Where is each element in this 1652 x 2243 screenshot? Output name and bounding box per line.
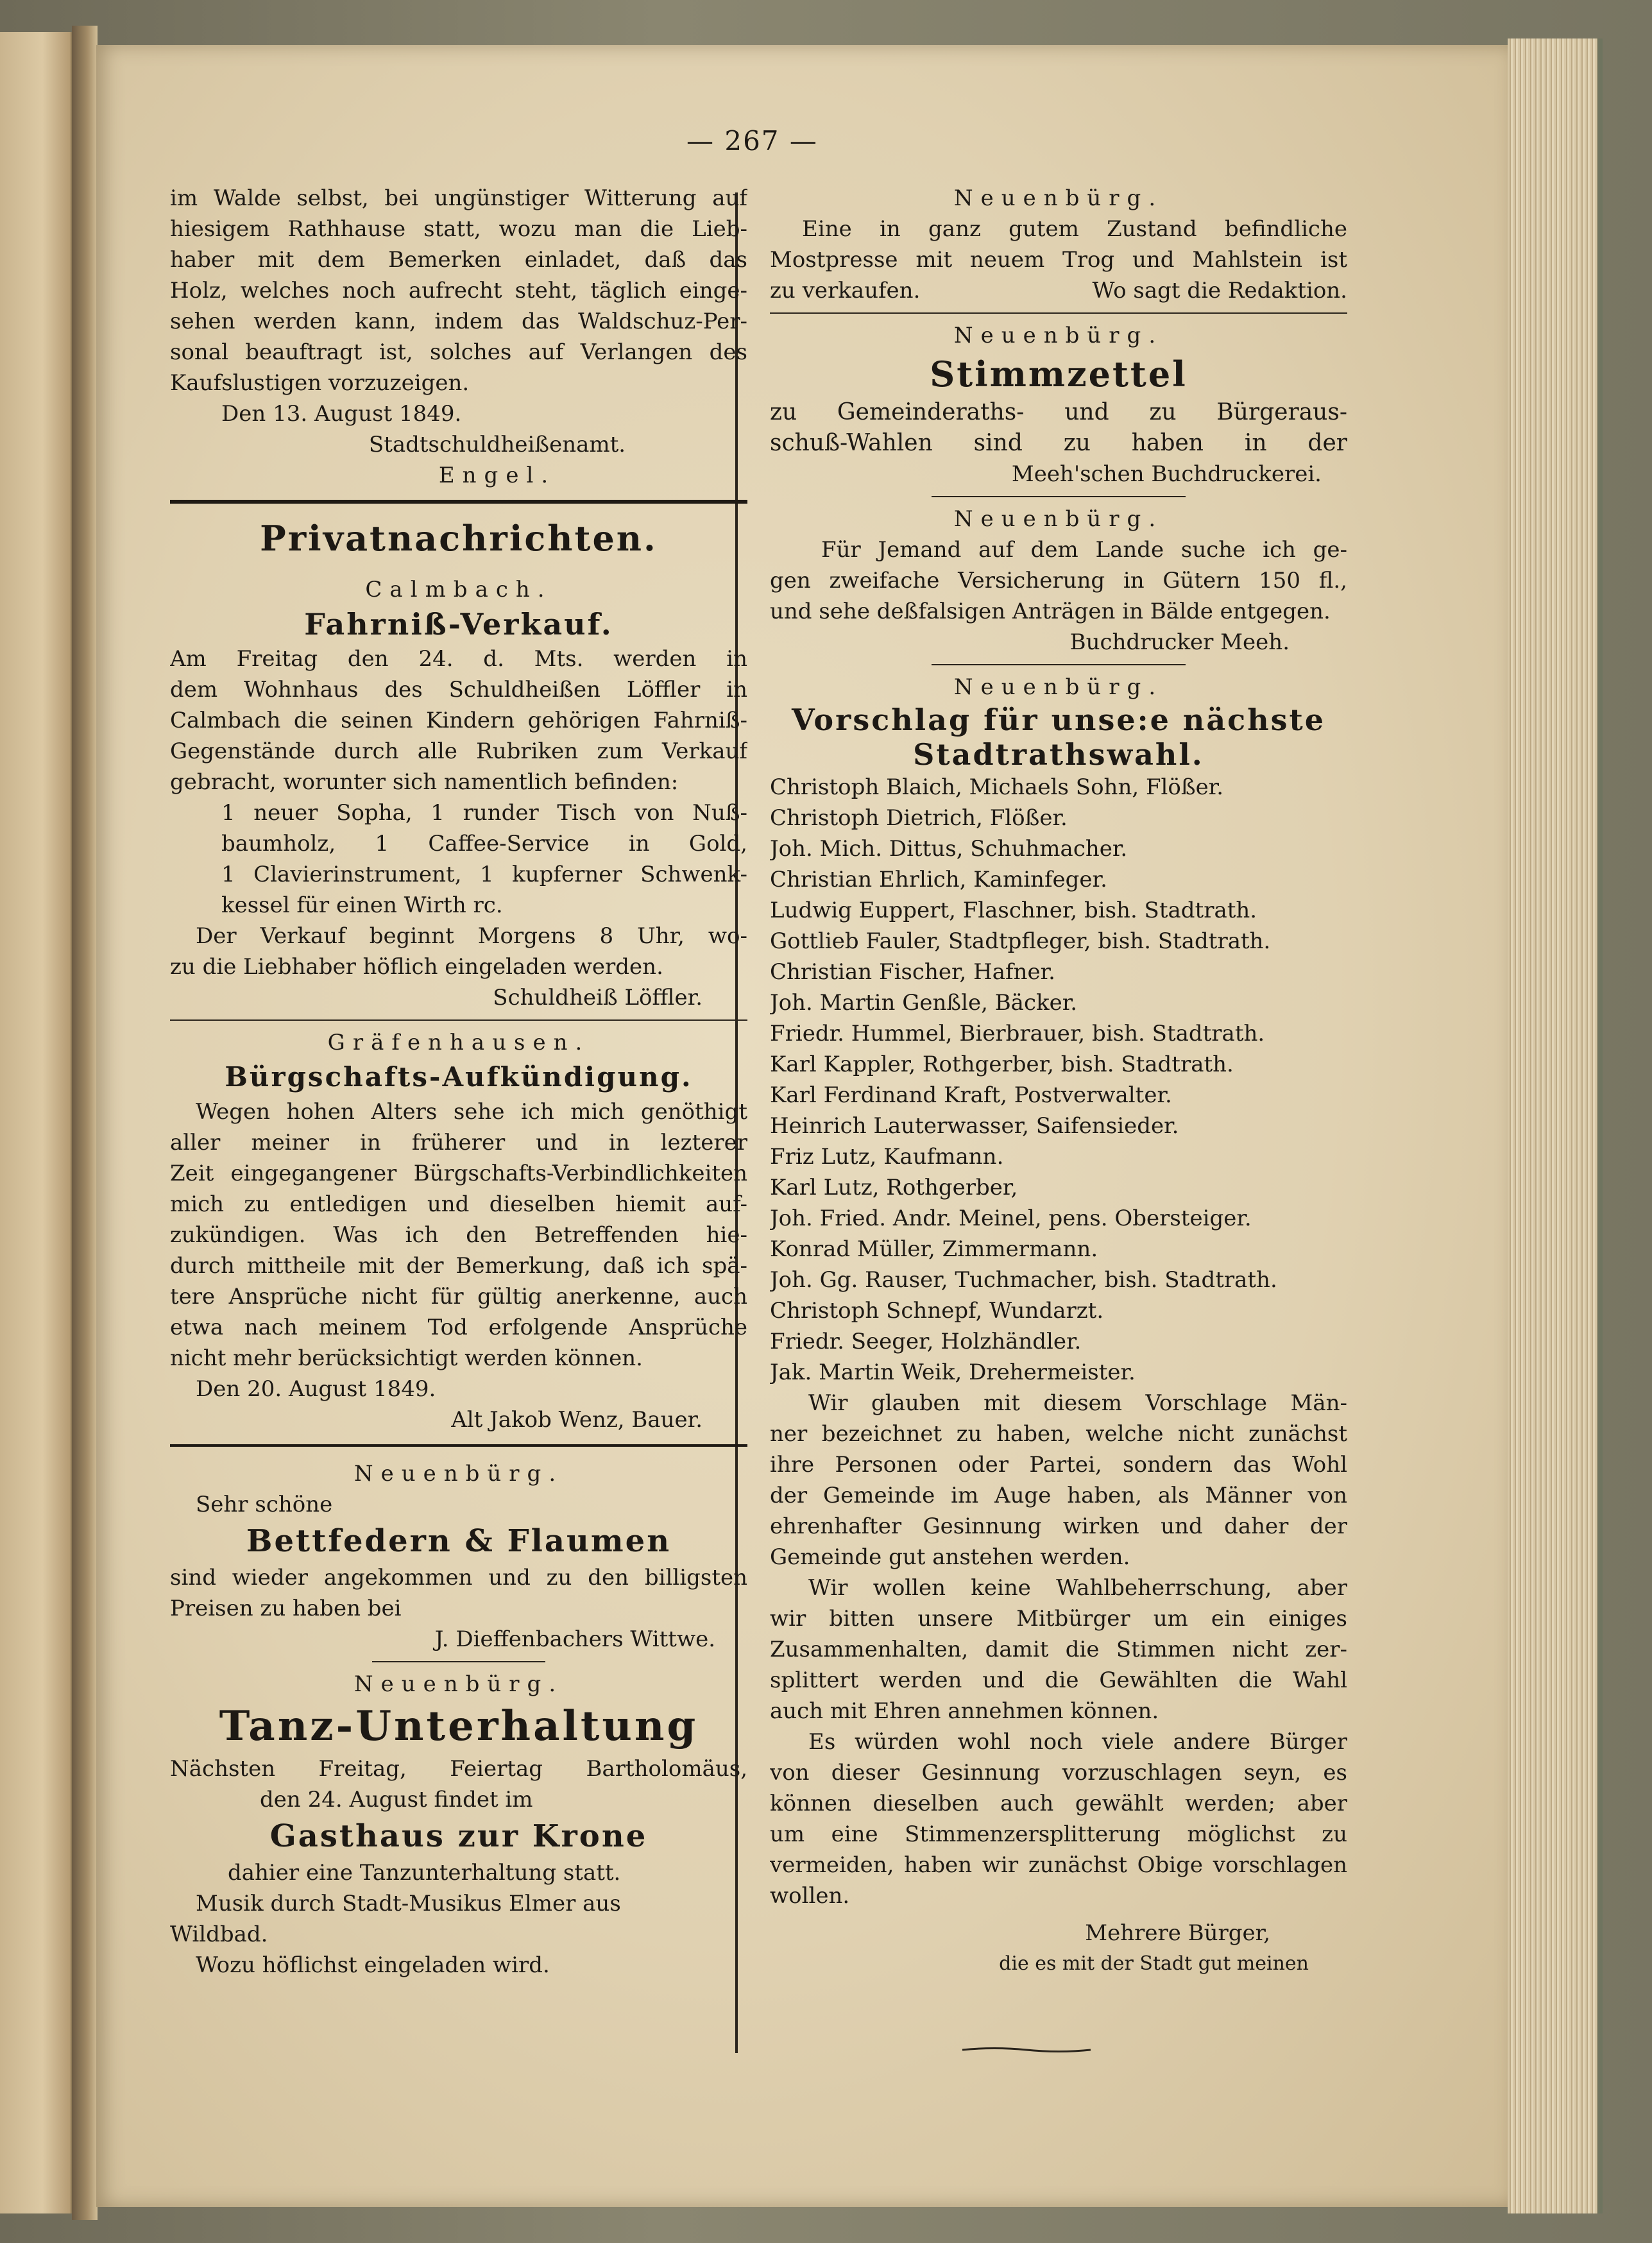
ad-rule — [932, 664, 1186, 665]
candidate-name: Christoph Dietrich, Flößer. — [770, 805, 1068, 831]
text-line: vermeiden, haben wir zunächst Obige vorschlagen — [770, 1852, 1347, 1878]
page-number: — 267 — — [686, 125, 818, 157]
ad-title: Fahrniß-Verkauf. — [304, 607, 613, 642]
candidate-name: Karl Kappler, Rothgerber, bish. Stadtrath. — [770, 1052, 1234, 1077]
section-rule — [170, 500, 747, 504]
ad-rule — [770, 312, 1347, 314]
ad-stadtrathswahl — [770, 672, 1347, 1979]
text-line: und sehe deßfalsigen Anträgen in Bälde entgegen. — [770, 599, 1331, 624]
candidate-name: Christian Fischer, Hafner. — [770, 959, 1055, 985]
right-column — [770, 183, 1347, 1979]
text-line: Mostpresse mit neuem Trog und Mahlstein ist — [770, 247, 1347, 273]
ad-stimmzettel — [770, 320, 1347, 490]
text-line: Wozu höflichst eingeladen wird. — [196, 1952, 550, 1978]
text-line: aller meiner in früherer und in lezterer — [170, 1130, 747, 1156]
candidate-name: Christoph Blaich, Michaels Sohn, Flößer. — [770, 774, 1224, 800]
candidate-name: Joh. Fried. Andr. Meinel, pens. Obersteiger. — [770, 1206, 1252, 1231]
text-line: Zeit eingegangener Bürgschafts-Verbindlichkeiten — [170, 1161, 747, 1186]
ad-signature: Mehrere Bürger, — [1085, 1920, 1270, 1946]
text-line: Kaufslustigen vorzuzeigen. — [170, 370, 470, 396]
text-line: zu die Liebhaber höflich eingeladen werden. — [170, 954, 663, 980]
candidate-name: Karl Lutz, Rothgerber, — [770, 1175, 1018, 1200]
ad-signature: Alt Jakob Wenz, Bauer. — [451, 1407, 703, 1433]
text-line: Es würden wohl noch viele andere Bürger — [808, 1729, 1347, 1755]
text-line: gebracht, worunter sich namentlich befinden: — [170, 769, 679, 795]
text-line: ihre Personen oder Partei, sondern das Wohl — [770, 1452, 1347, 1478]
text-line: im Walde selbst, bei ungünstiger Witterung auf — [170, 185, 747, 211]
text-line: Calmbach die seinen Kindern gehörigen Fahrniß- — [170, 708, 747, 733]
text-line: Wegen hohen Alters sehe ich mich genöthigt — [196, 1099, 747, 1125]
text-line — [770, 275, 1347, 306]
text-line: Holz, welches noch aufrecht steht, täglich einge- — [170, 278, 747, 303]
candidate-name: Joh. Mich. Dittus, Schuhmacher. — [770, 836, 1128, 862]
ad-tanz-unterhaltung — [170, 1669, 747, 1981]
ad-place: Neuenbürg. — [353, 1461, 564, 1487]
ad-mostpresse — [770, 183, 1347, 306]
ad-title: Stimmzettel — [930, 354, 1188, 395]
text-line: Zusammenhalten, damit die Stimmen nicht zer- — [770, 1637, 1347, 1662]
notice-signature: Engel. — [438, 463, 556, 488]
text-line: Eine in ganz gutem Zustand befindliche — [802, 216, 1347, 242]
ad-rule — [170, 1019, 747, 1021]
text-line: Meeh'schen Buchdruckerei. — [1011, 461, 1322, 487]
text-line: auch mit Ehren annehmen können. — [770, 1698, 1159, 1724]
ad-title: Bürgschafts-Aufkündigung. — [225, 1061, 693, 1093]
left-column — [170, 183, 747, 1981]
text-line: Wildbad. — [170, 1922, 268, 1947]
text-line: wir bitten unsere Mitbürger um ein einiges — [770, 1606, 1347, 1632]
text-line: Preisen zu haben bei — [170, 1596, 402, 1621]
ad-intro: Sehr schöne — [196, 1492, 333, 1517]
ad-place: Neuenbürg. — [353, 1671, 564, 1697]
ad-signature: Buchdrucker Meeh. — [1069, 629, 1290, 655]
ad-title: Vorschlag für unse:e nächste — [791, 703, 1326, 737]
ad-signature: J. Dieffenbachers Wittwe. — [434, 1626, 715, 1652]
text-line: zukündigen. Was ich den Betreffenden hie- — [170, 1222, 747, 1248]
text-line: den 24. August findet im — [260, 1787, 533, 1812]
ad-place: Neuenbürg. — [953, 506, 1164, 532]
candidate-name: Jak. Martin Weik, Drehermeister. — [770, 1360, 1136, 1385]
text-line: durch mittheile mit der Bemerkung, daß ich spä- — [170, 1253, 747, 1279]
text-line: ehrenhafter Gesinnung wirken und daher der — [770, 1514, 1347, 1539]
text-line: sind wieder angekommen und zu den billigsten — [170, 1565, 747, 1591]
facing-page-edge — [0, 32, 74, 2213]
ad-rule — [170, 1444, 747, 1447]
ad-venue: Gasthaus zur Krone — [269, 1818, 648, 1854]
text-left: zu verkaufen. — [770, 278, 921, 303]
ad-signature: die es mit der Stadt gut meinen — [999, 1952, 1309, 1975]
item-line: kessel für einen Wirth rc. — [221, 892, 503, 918]
item-line: baumholz, 1 Caffee-Service in Gold, — [221, 831, 747, 857]
ad-place: Neuenbürg. — [953, 185, 1164, 211]
candidate-name: Gottlieb Fauler, Stadtpfleger, bish. Stadtrath. — [770, 928, 1271, 954]
text-line: können dieselben auch gewählt werden; aber — [770, 1791, 1347, 1816]
notice-date: Den 13. August 1849. — [221, 401, 462, 427]
candidate-name: Konrad Müller, Zimmermann. — [770, 1236, 1098, 1262]
text-line: Am Freitag den 24. d. Mts. werden in — [170, 646, 747, 672]
ad-place: Calmbach. — [365, 577, 552, 602]
candidate-name: Friz Lutz, Kaufmann. — [770, 1144, 1004, 1170]
text-line: haber mit dem Bemerken einladet, daß das — [170, 247, 747, 273]
item-line: 1 neuer Sopha, 1 runder Tisch von Nuß- — [221, 800, 747, 826]
candidate-name: Christian Ehrlich, Kaminfeger. — [770, 867, 1107, 892]
text-line: Wir glauben mit diesem Vorschlage Män- — [808, 1390, 1347, 1416]
text-line: Musik durch Stadt-Musikus Elmer aus — [196, 1891, 621, 1916]
text-right: Wo sagt die Redaktion. — [1092, 278, 1347, 303]
text-line: schuß-Wahlen sind zu haben in der — [770, 430, 1347, 456]
candidate-name: Friedr. Seeger, Holzhändler. — [770, 1329, 1082, 1354]
ad-place: Neuenbürg. — [953, 323, 1164, 348]
text-line: dahier eine Tanzunterhaltung statt. — [228, 1860, 621, 1886]
ad-title: Stadtrathswahl. — [913, 737, 1204, 772]
notice-office: Stadtschuldheißenamt. — [368, 432, 626, 457]
ad-darlehen — [770, 504, 1347, 658]
ad-date: Den 20. August 1849. — [196, 1376, 436, 1402]
text-line: hiesigem Rathhause statt, wozu man die Lieb- — [170, 216, 747, 242]
text-line: von dieser Gesinnung vorzuschlagen seyn, es — [770, 1760, 1347, 1786]
notice-continuation — [170, 183, 747, 491]
item-line: 1 Clavierinstrument, 1 kupferner Schwenk- — [221, 862, 747, 887]
text-line: zu Gemeinderaths- und zu Bürgeraus- — [770, 399, 1347, 425]
text-line: dem Wohnhaus des Schuldheißen Löffler in — [170, 677, 747, 703]
ad-buergschafts-aufkuendigung — [170, 1027, 747, 1435]
ad-place: Neuenbürg. — [953, 674, 1164, 700]
ad-place: Gräfenhausen. — [327, 1030, 590, 1055]
end-ornament — [962, 2047, 1091, 2053]
text-line: splittert werden und die Gewählten die Wahl — [770, 1667, 1347, 1693]
text-line: sehen werden kann, indem das Waldschuz-Per- — [170, 309, 747, 334]
ad-fahrniss-verkauf — [170, 574, 747, 1013]
candidate-name: Karl Ferdinand Kraft, Postverwalter. — [770, 1082, 1172, 1108]
text-line: mich zu entledigen und dieselben hiemit auf- — [170, 1191, 747, 1217]
text-line: wollen. — [770, 1883, 850, 1909]
text-line: etwa nach meinem Tod erfolgende Ansprüche — [170, 1315, 747, 1340]
text-line: Gegenstände durch alle Rubriken zum Verkauf — [170, 738, 747, 764]
text-line: Nächsten Freitag, Feiertag Bartholomäus, — [170, 1756, 747, 1782]
candidate-name: Joh. Martin Genßle, Bäcker. — [770, 990, 1078, 1016]
ad-bettfedern — [170, 1458, 747, 1655]
candidate-name: Heinrich Lauterwasser, Saifensieder. — [770, 1113, 1179, 1139]
book-gutter — [72, 26, 98, 2220]
text-line: ner bezeichnet zu haben, welche nicht zunächst — [770, 1421, 1347, 1447]
ad-rule — [932, 496, 1186, 497]
text-line: der Gemeinde im Auge haben, als Männer von — [770, 1483, 1347, 1508]
text-line: sonal beauftragt ist, solches auf Verlangen des — [170, 339, 747, 365]
page-block-edge — [1508, 38, 1603, 2213]
candidate-name: Joh. Gg. Rauser, Tuchmacher, bish. Stadtrath. — [770, 1267, 1277, 1293]
text-line: Gemeinde gut anstehen werden. — [770, 1544, 1130, 1570]
candidate-name: Friedr. Hummel, Bierbrauer, bish. Stadtrath. — [770, 1021, 1265, 1046]
text-line: nicht mehr berücksichtigt werden können. — [170, 1345, 643, 1371]
text-line: gen zweifache Versicherung in Gütern 150 fl., — [770, 568, 1347, 593]
text-line: Der Verkauf beginnt Morgens 8 Uhr, wo- — [196, 923, 747, 949]
text-line: um eine Stimmenzersplitterung möglichst zu — [770, 1821, 1347, 1847]
text-line: Wir wollen keine Wahlbeherrschung, aber — [808, 1575, 1347, 1601]
candidate-name: Ludwig Euppert, Flaschner, bish. Stadtrath. — [770, 898, 1257, 923]
ad-rule — [372, 1661, 545, 1662]
ad-title: Tanz-Unterhaltung — [219, 1702, 699, 1750]
ad-title: Bettfedern & Flaumen — [246, 1523, 672, 1559]
candidate-name: Christoph Schnepf, Wundarzt. — [770, 1298, 1104, 1324]
text-line: tere Ansprüche nicht für gültig anerkenne, auch — [170, 1284, 747, 1309]
text-line: Für Jemand auf dem Lande suche ich ge- — [821, 537, 1347, 563]
ad-signature: Schuldheiß Löffler. — [493, 985, 703, 1011]
section-title: Privatnachrichten. — [260, 518, 658, 559]
